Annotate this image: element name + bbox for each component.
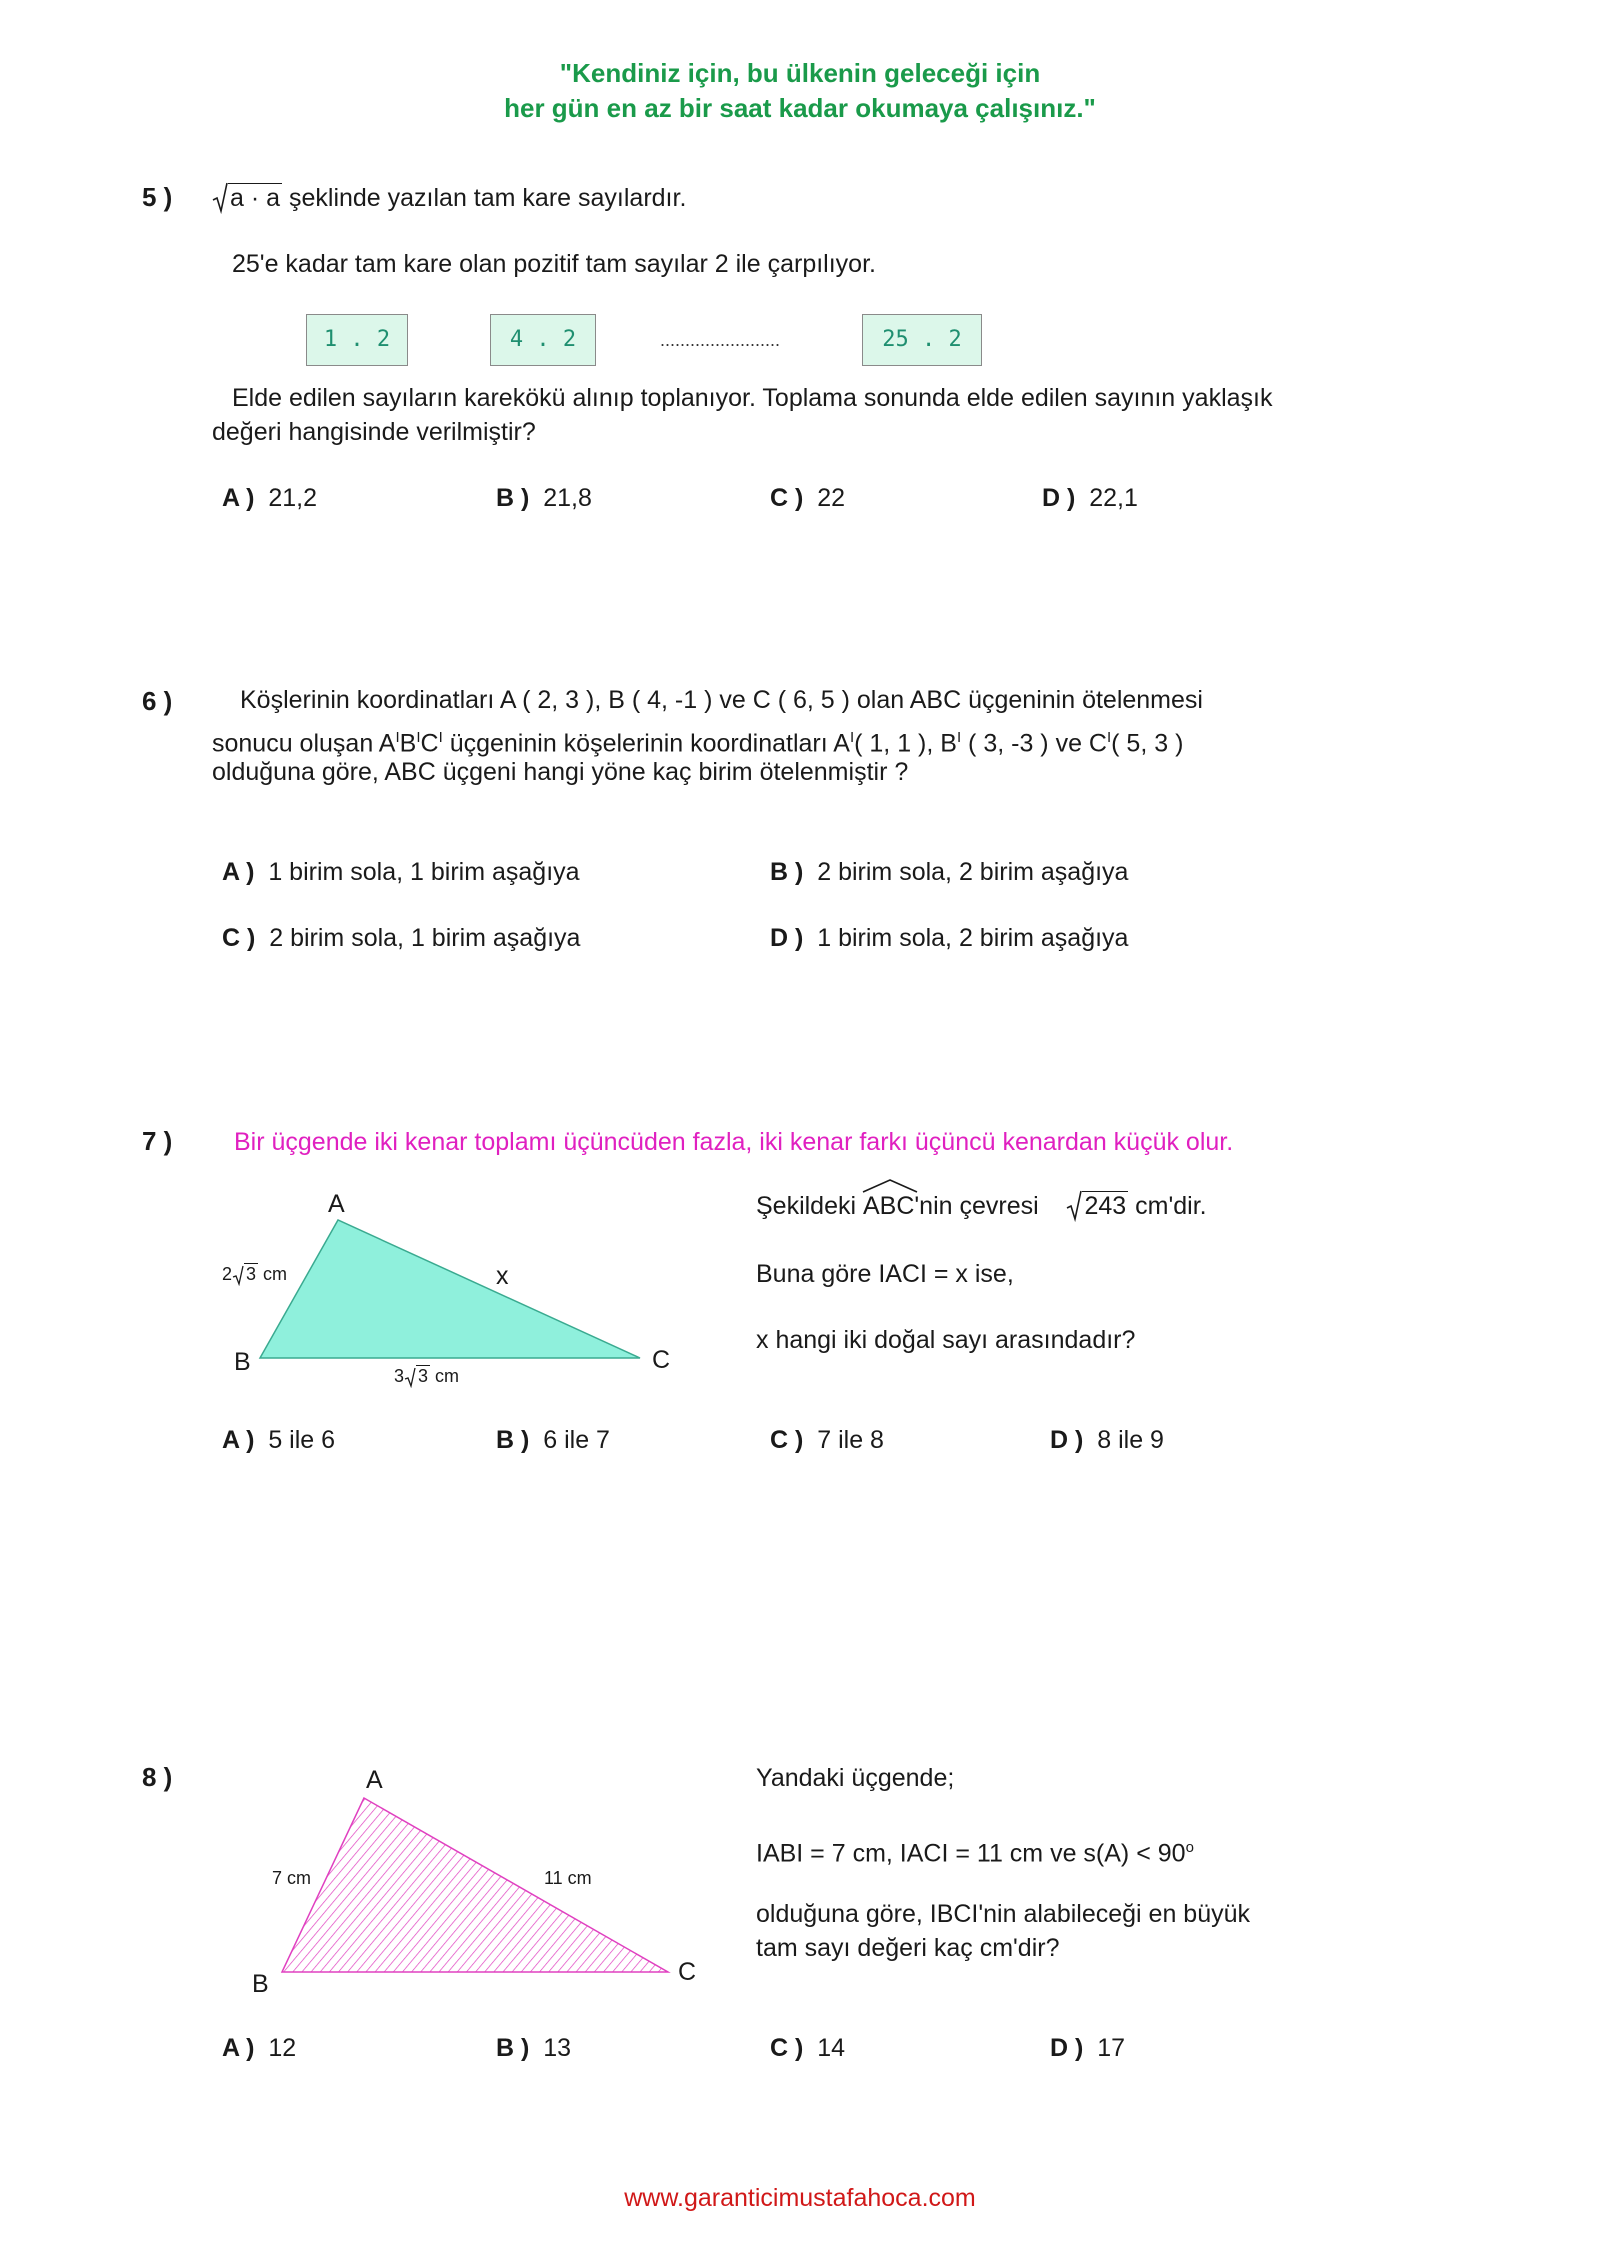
q5-option-c[interactable]: C ) 22 [770,484,846,512]
q8-text-3: olduğuna göre, IBCI'nin alabileceği en büyük [756,1900,1251,1928]
q6-number: 6 ) [142,686,173,716]
q7-number: 7 ) [142,1126,173,1156]
q6-option-c[interactable]: C ) 2 birim sola, 1 birim aşağıya [222,924,581,952]
q8-option-b[interactable]: B ) 13 [496,2034,572,2062]
q6-option-a[interactable]: A ) 1 birim sola, 1 birim aşağıya [222,858,580,886]
q7-rule: Bir üçgende iki kenar toplamı üçüncüden fazla, iki kenar farkı üçüncü kenardan küçük olur. [234,1128,1234,1156]
q8-option-a[interactable]: A ) 12 [222,2034,297,2062]
q7-triangle [260,1220,640,1358]
q8-option-d[interactable]: D ) 17 [1050,2034,1126,2062]
q5-option-d[interactable]: D ) 22,1 [1042,484,1138,512]
q8-number: 8 ) [142,1762,173,1792]
q7-text-2: Buna göre IACI = x ise, [756,1260,1014,1288]
q7-option-d[interactable]: D ) 8 ile 9 [1050,1426,1164,1454]
q6-line-1: Köşlerinin koordinatları A ( 2, 3 ), B ( 4, -1 ) ve C ( 6, 5 ) olan ABC üçgeninin ötelenmesi [240,686,1203,714]
q5-stem-line1 [212,180,686,216]
q6-option-b[interactable]: B ) 2 birim sola, 2 birim aşağıya [770,858,1129,886]
q7-label-bc: 3 3 cm [394,1366,460,1386]
q8-label-b: B [252,1970,269,1998]
q8-label-c: C [678,1958,697,1986]
q5-option-b[interactable]: B ) 21,8 [496,484,592,512]
q7-option-a[interactable]: A ) 5 ile 6 [222,1426,336,1454]
q5-stem-2: 25'e kadar tam kare olan pozitif tam sayılar 2 ile çarpılıyor. [232,250,876,278]
q7-label-a: A [328,1190,345,1218]
q5-number: 5 ) [142,182,173,212]
q5-stem-4: değeri hangisinde verilmiştir? [212,418,536,446]
motto-line-2: her gün en az bir saat kadar okumaya çalışınız." [504,93,1096,123]
q5-sqrt [212,180,282,216]
q5-box-3: 25 . 2 [862,314,982,366]
q8-label-ac: 11 cm [544,1868,592,1888]
q7-label-b: B [234,1348,251,1376]
q5-radicand: a · a [230,184,281,212]
q8-triangle [282,1798,668,1972]
q8-label-a: A [366,1766,383,1794]
q5-stem-1: şeklinde yazılan tam kare sayılardır. [288,184,687,212]
q8-option-c[interactable]: C ) 14 [770,2034,846,2062]
q7-label-x: x [496,1262,509,1290]
q8-label-ab: 7 cm [272,1868,312,1888]
motto-line-1: "Kendiniz için, bu ülkenin geleceği için [559,58,1041,88]
q7-text-1: Şekildeki ABC'nin çevresi 243 cm'dir. [756,1188,1207,1224]
q7-text-3: x hangi iki doğal sayı arasındadır? [756,1326,1136,1354]
q5-box-1: 1 . 2 [306,314,408,366]
q8-text-4: tam sayı değeri kaç cm'dir? [756,1934,1060,1962]
q7-option-c[interactable]: C ) 7 ile 8 [770,1426,884,1454]
q8-triangle-figure [260,1760,700,1990]
q7-label-c: C [652,1346,671,1374]
q5-ellipsis: ........................ [660,330,781,350]
q5-stem-3: Elde edilen sayıların karekökü alınıp toplanıyor. Toplama sonunda elde edilen sayının yaklaşık [232,384,1273,412]
footer-url[interactable]: www.garanticimustafahoca.com [624,2184,976,2212]
q6-option-d[interactable]: D ) 1 birim sola, 2 birim aşağıya [770,924,1129,952]
q5-option-a[interactable]: A ) 21,2 [222,484,317,512]
q5-box-2: 4 . 2 [490,314,596,366]
q6-line-2: sonucu oluşan $A^IB^IC^I$ üçgeninin köşelerinin koordinatları $A^I$( 1, 1 ), $B^I$ ( 3, -3 ) ve $C^I$( 5, 3 ) [212,729,1184,758]
q8-text-1: Yandaki üçgende; [756,1764,955,1792]
q8-text-2: IABI = 7 cm, IACI = 11 cm ve $s(A) < 90^o$ [756,1839,1194,1868]
q7-label-ab: 2 3 cm [222,1264,288,1284]
q7-option-b[interactable]: B ) 6 ile 7 [496,1426,610,1454]
q6-line-3: olduğuna göre, ABC üçgeni hangi yöne kaç birim ötelenmiştir ? [212,758,909,786]
